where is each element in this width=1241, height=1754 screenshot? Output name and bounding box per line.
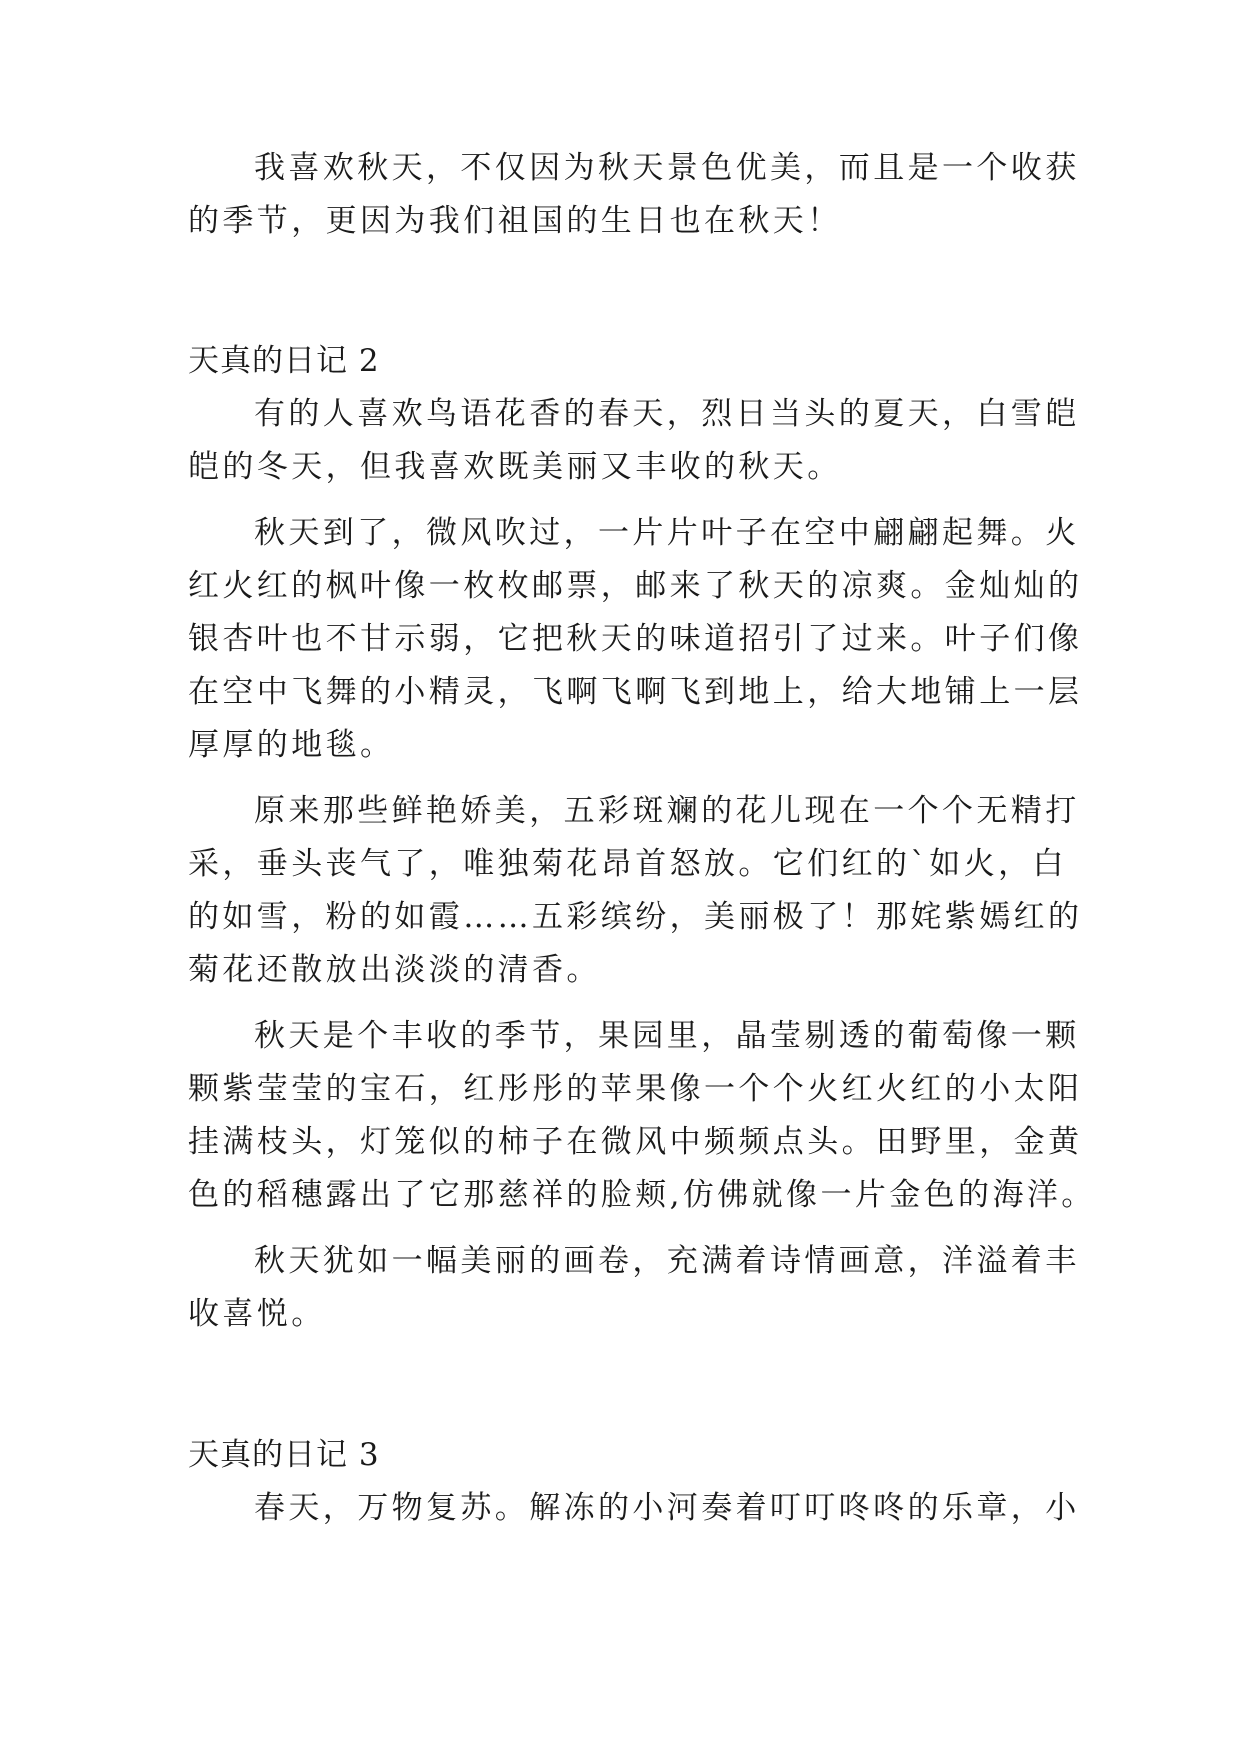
text-line: 收喜悦。	[188, 1296, 326, 1332]
text-line: 春天，万物复苏。解冻的小河奏着叮叮咚咚的乐章，小	[254, 1490, 1080, 1526]
text-line: 秋天犹如一幅美丽的画卷，充满着诗情画意，洋溢着丰	[254, 1243, 1080, 1279]
text-line: 颗紫莹莹的宝石，红彤彤的苹果像一个个火红火红的小太阳	[188, 1071, 1083, 1107]
text-line: 我喜欢秋天，不仅因为秋天景色优美，而且是一个收获	[254, 150, 1080, 186]
text-line: 秋天到了，微风吹过，一片片叶子在空中翩翩起舞。火	[254, 515, 1080, 551]
section-heading: 天真的日记 2	[188, 343, 380, 379]
text-line: 挂满枝头，灯笼似的柿子在微风中频频点头。田野里，金黄	[188, 1124, 1083, 1160]
text-line: 色的稻穗露出了它那慈祥的脸颊,仿佛就像一片金色的海洋。	[188, 1177, 1096, 1213]
text-line: 红火红的枫叶像一枚枚邮票，邮来了秋天的凉爽。金灿灿的	[188, 568, 1083, 604]
text-line: 秋天是个丰收的季节，果园里，晶莹剔透的葡萄像一颗	[254, 1018, 1080, 1054]
text-line: 的季节，更因为我们祖国的生日也在秋天！	[188, 203, 842, 239]
text-line: 在空中飞舞的小精灵，飞啊飞啊飞到地上，给大地铺上一层	[188, 674, 1083, 710]
text-line: 皑的冬天，但我喜欢既美丽又丰收的秋天。	[188, 449, 842, 485]
section-heading: 天真的日记 3	[188, 1437, 380, 1473]
text-line: 菊花还散放出淡淡的清香。	[188, 952, 601, 988]
text-line: 采，垂头丧气了，唯独菊花昂首怒放。它们红的`如火，白	[188, 846, 1067, 882]
text-line: 的如雪，粉的如霞……五彩缤纷，美丽极了！那姹紫嫣红的	[188, 899, 1083, 935]
text-line: 银杏叶也不甘示弱，它把秋天的味道招引了过来。叶子们像	[188, 621, 1083, 657]
text-line: 原来那些鲜艳娇美，五彩斑斓的花儿现在一个个无精打	[254, 793, 1080, 829]
text-line: 有的人喜欢鸟语花香的春天，烈日当头的夏天，白雪皑	[254, 396, 1080, 432]
text-line: 厚厚的地毯。	[188, 727, 395, 763]
